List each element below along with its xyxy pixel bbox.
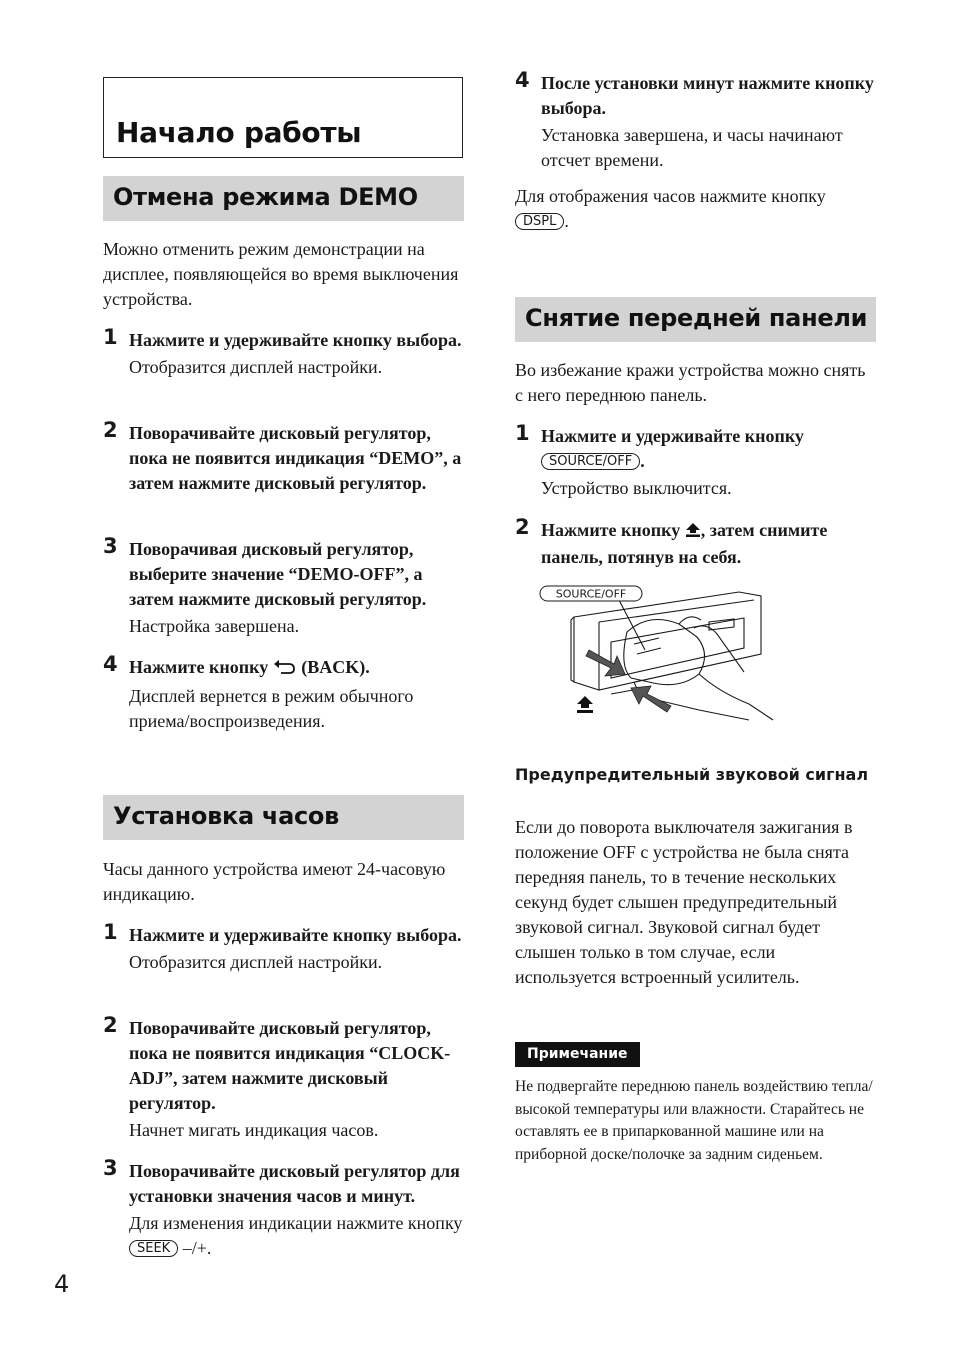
step-result: Устройство выключится. — [541, 478, 732, 498]
clock-step-4 — [515, 68, 877, 173]
panel-step-1 — [515, 421, 877, 501]
step-result: Отобразится дисплей настройки. — [129, 952, 383, 972]
back-arrow-icon — [273, 657, 297, 682]
panel-step-2 — [515, 515, 877, 570]
demo-intro: Можно отменить режим демонстрации на дисплее, появляющейся во время выключения устройства. — [103, 239, 459, 309]
step-instruction: Нажмите и удерживайте кнопку выбора. — [129, 925, 462, 945]
step-instruction: Поворачивайте дисковый регулятор, пока не появится индикация “DEMO”, а затем нажмите дисковый регулятор. — [129, 423, 462, 493]
dspl-button-label: DSPL — [515, 213, 564, 230]
demo-step-3 — [103, 534, 465, 639]
clock-intro: Часы данного устройства имеют 24-часовую индикацию. — [103, 859, 446, 904]
step-result — [129, 1211, 465, 1261]
step-instruction — [541, 518, 877, 570]
section-panel-heading — [515, 297, 876, 342]
section-clock-title: Установка часов — [113, 802, 340, 830]
step-result-end: –/+. — [182, 1238, 212, 1258]
step-result: Начнет мигать индикация часов. — [129, 1120, 379, 1140]
step-number: 2 — [515, 515, 530, 539]
page-number: 4 — [54, 1270, 70, 1298]
section-demo-heading — [103, 176, 464, 221]
figure-source-off-label: SOURCE/OFF — [555, 587, 627, 601]
demo-step-1 — [103, 325, 465, 380]
clock-display-text: Для отображения часов нажмите кнопку — [515, 186, 826, 206]
step-instruction: Поворачивайте дисковый регулятор, пока не появится индикация “CLOCK-ADJ”, затем нажмите дисковый регулятор. — [129, 1018, 451, 1113]
step-instruction-start: Нажмите кнопку — [541, 520, 681, 540]
clock-display-end: . — [564, 211, 569, 231]
step-instruction — [541, 424, 877, 474]
step-instruction — [129, 655, 465, 682]
step-number: 2 — [103, 418, 118, 442]
clock-display-note — [515, 184, 877, 234]
step-instruction-end: . — [640, 451, 645, 471]
step-number: 1 — [103, 920, 118, 944]
page-title: Начало работы — [116, 116, 362, 149]
section-clock-heading — [103, 795, 464, 840]
step-number: 1 — [103, 325, 118, 349]
step-number: 3 — [103, 1156, 118, 1180]
clock-step-2 — [103, 1013, 465, 1143]
panel-removal-illustration — [539, 582, 779, 727]
step-instruction: Поворачивайте дисковый регулятор для установки значения часов и минут. — [129, 1161, 460, 1206]
step-result: Дисплей вернется в режим обычного приема/воспроизведения. — [129, 686, 414, 731]
step-number: 2 — [103, 1013, 118, 1037]
section-panel-title: Снятие передней панели — [525, 304, 868, 332]
step-instruction-end: , затем снимите панель, потянув на себя. — [541, 520, 828, 567]
step-result: Установка завершена, и часы начинают отсчет времени. — [541, 125, 843, 170]
step-number: 4 — [515, 68, 530, 92]
step-instruction: Нажмите и удерживайте кнопку выбора. — [129, 330, 462, 350]
demo-step-2 — [103, 418, 465, 496]
clock-step-1 — [103, 920, 465, 975]
page-title-box — [103, 77, 463, 158]
step-number: 4 — [103, 652, 118, 676]
step-number: 1 — [515, 421, 530, 445]
seek-button-label: SEEK — [129, 1240, 178, 1257]
demo-step-4 — [103, 652, 465, 734]
panel-intro: Во избежание кражи устройства можно снять с него переднюю панель. — [515, 360, 866, 405]
clock-step-3 — [103, 1156, 465, 1261]
figure-release-icon — [577, 696, 593, 713]
step-result-start: Для изменения индикации нажмите кнопку — [129, 1213, 463, 1233]
step-instruction: Поворачивая дисковый регулятор, выберите значение “DEMO-OFF”, а затем нажмите дисковый регулятор. — [129, 539, 427, 609]
note-text: Не подвергайте переднюю панель воздействию тепла/высокой температуры или влажности. Старайтесь не оставлять ее в припаркованной машине или на приборной доске/полочке за задним сиденьем. — [515, 1078, 873, 1163]
warning-text: Если до поворота выключателя зажигания в положение OFF с устройства не была снята передняя панель, то в течение нескольких секунд будет слышен предупредительный звуковой сигнал. Звуковой сигнал будет слышен только в том случае, если используется встроенный усилитель. — [515, 817, 853, 987]
step-instruction-end: (BACK). — [301, 657, 370, 677]
step-result: Отобразится дисплей настройки. — [129, 357, 383, 377]
section-demo-title: Отмена режима DEMO — [113, 183, 418, 211]
warning-heading: Предупредительный звуковой сигнал — [515, 765, 869, 784]
step-instruction-start: Нажмите кнопку — [129, 657, 269, 677]
step-instruction: После установки минут нажмите кнопку выбора. — [541, 73, 874, 118]
source-off-button-label: SOURCE/OFF — [541, 453, 640, 470]
release-icon — [685, 520, 701, 545]
step-instruction-start: Нажмите и удерживайте кнопку — [541, 426, 804, 446]
note-label: Примечание — [515, 1042, 640, 1067]
step-result: Настройка завершена. — [129, 616, 300, 636]
step-number: 3 — [103, 534, 118, 558]
